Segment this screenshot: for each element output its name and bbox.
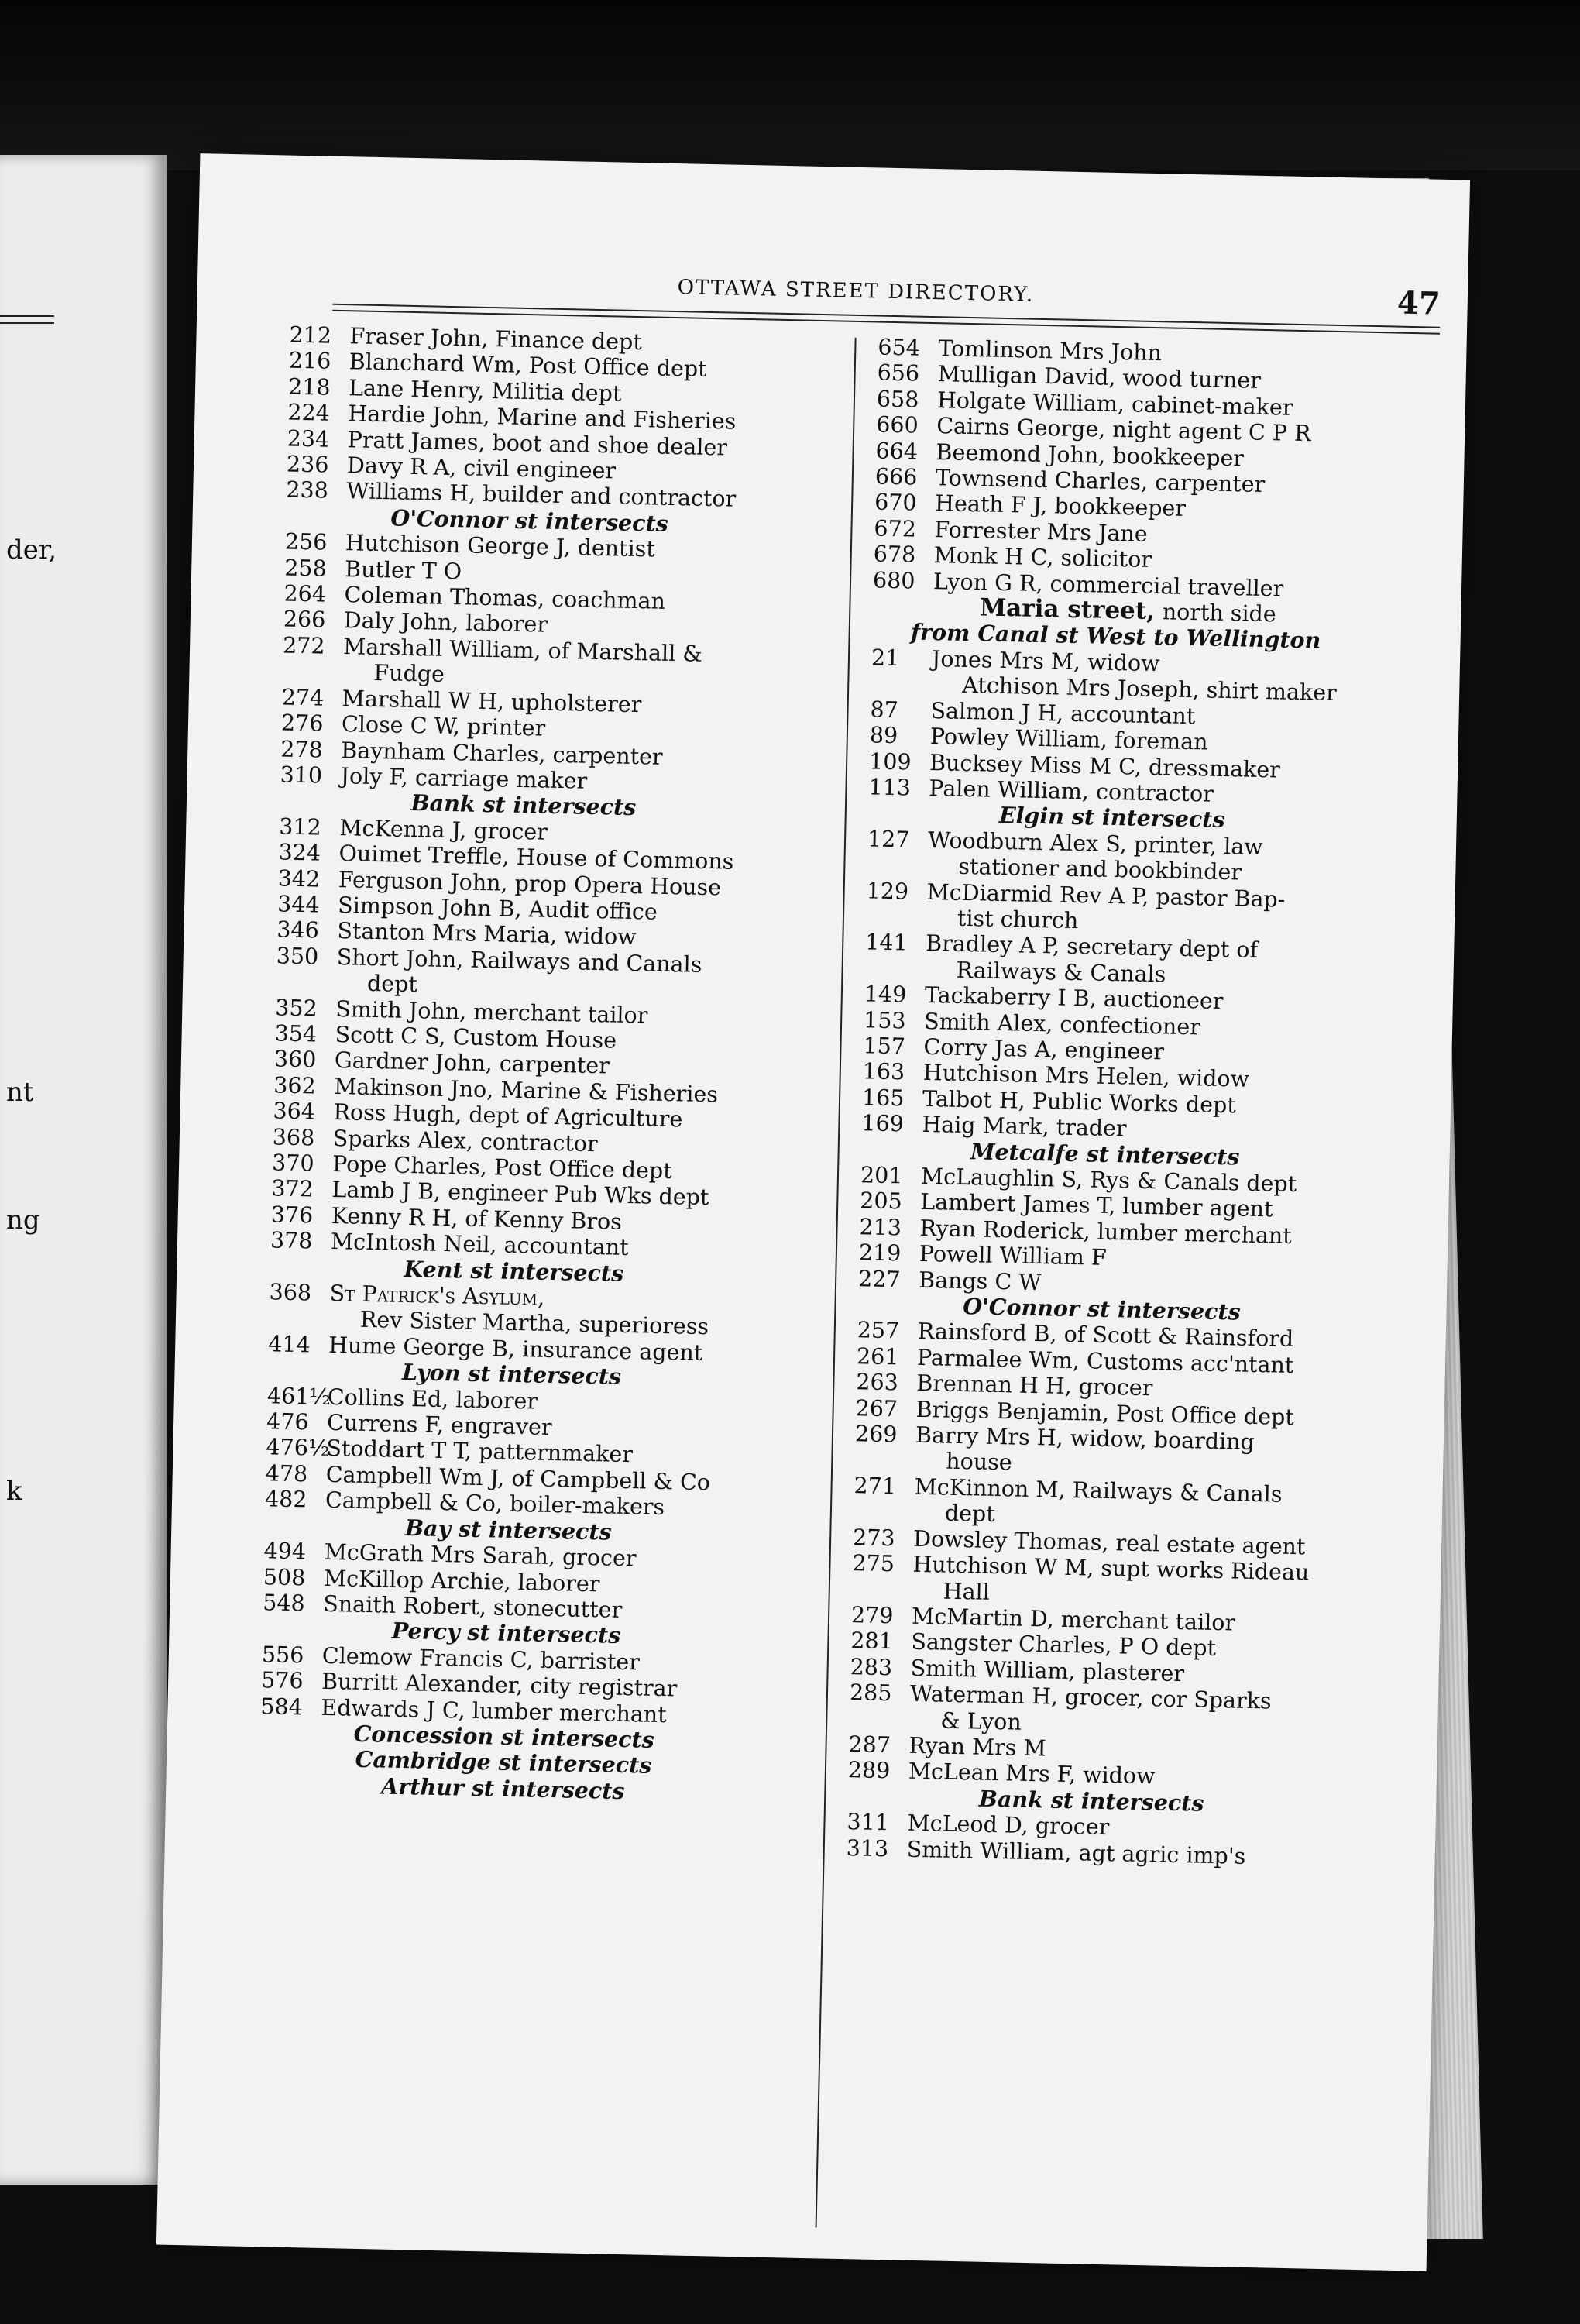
house-number: 264 bbox=[283, 580, 327, 607]
house-number: 370 bbox=[271, 1150, 314, 1177]
house-number: 666 bbox=[874, 463, 918, 490]
resident-name: McKillop Archie, laborer bbox=[323, 1565, 600, 1597]
house-number: 476 bbox=[266, 1408, 309, 1435]
resident-name: Lambert James T, lumber agent bbox=[919, 1189, 1273, 1222]
house-number: 236 bbox=[286, 451, 329, 478]
right-column bbox=[846, 335, 1420, 1872]
left-page-text: der, bbox=[6, 535, 57, 566]
resident-name: Scott C S, Custom House bbox=[335, 1021, 617, 1054]
house-number: 324 bbox=[278, 839, 321, 866]
resident-name: Hutchison Mrs Helen, widow bbox=[922, 1060, 1250, 1093]
cross-street-heading: Bay st intersects bbox=[404, 1514, 613, 1545]
house-number: 368 bbox=[272, 1123, 315, 1151]
resident-name: Ryan Mrs M bbox=[908, 1732, 1047, 1762]
resident-name: Jones Mrs M, widow bbox=[931, 645, 1160, 677]
house-number: 21 bbox=[871, 645, 900, 672]
house-number: 342 bbox=[277, 865, 321, 892]
house-number: 656 bbox=[877, 359, 920, 387]
house-number: 680 bbox=[872, 567, 915, 594]
resident-name: Powell William F bbox=[919, 1241, 1108, 1271]
entry-text: & Lyon bbox=[939, 1707, 1022, 1735]
house-number-blank bbox=[867, 851, 928, 878]
house-number: 127 bbox=[867, 826, 910, 853]
house-number: 482 bbox=[264, 1486, 307, 1513]
resident-name: Snaith Robert, stonecutter bbox=[322, 1590, 623, 1623]
resident-name: McLaughlin S, Rys & Canals dept bbox=[920, 1163, 1297, 1198]
house-number: 149 bbox=[864, 981, 907, 1008]
house-number: 672 bbox=[874, 515, 917, 542]
resident-name: Holgate William, cabinet-maker bbox=[936, 387, 1293, 421]
house-number: 163 bbox=[862, 1058, 905, 1085]
house-number: 368 bbox=[269, 1279, 312, 1306]
house-number: 257 bbox=[857, 1317, 900, 1344]
cross-street-heading: Percy st intersects bbox=[391, 1618, 621, 1649]
resident-name: Powley William, foreman bbox=[929, 724, 1208, 755]
resident-name: Heath F J, bookkeeper bbox=[934, 490, 1187, 522]
house-number: 283 bbox=[850, 1653, 893, 1680]
resident-name: Smith William, agt agric imp's bbox=[906, 1836, 1246, 1869]
entry-text: Railways & Canals bbox=[956, 957, 1166, 988]
cross-street-heading: O'Connor st intersects bbox=[962, 1293, 1241, 1325]
house-number: 279 bbox=[850, 1602, 894, 1629]
house-number: 287 bbox=[848, 1731, 891, 1758]
house-number: 508 bbox=[263, 1563, 306, 1590]
house-number: 350 bbox=[276, 943, 319, 970]
resident-name: Stoddart T T, patternmaker bbox=[326, 1435, 634, 1468]
house-number: 267 bbox=[855, 1394, 898, 1422]
resident-name: Dowsley Thomas, real estate agent bbox=[912, 1525, 1306, 1560]
resident-name: Collins Ed, laborer bbox=[327, 1384, 538, 1415]
resident-name: Tackaberry I B, auctioneer bbox=[924, 982, 1224, 1015]
house-number: 670 bbox=[874, 489, 917, 517]
entry-text: Fudge bbox=[373, 660, 445, 688]
house-number-blank bbox=[866, 903, 927, 930]
resident-name: Butler T O bbox=[344, 555, 462, 584]
resident-name: Coleman Thomas, coachman bbox=[344, 582, 666, 614]
left-column bbox=[259, 322, 832, 1808]
resident-name: McMartin D, merchant tailor bbox=[911, 1603, 1236, 1636]
house-number: 165 bbox=[861, 1085, 905, 1112]
house-number-blank bbox=[854, 1447, 915, 1474]
resident-name: Talbot H, Public Works dept bbox=[922, 1085, 1237, 1119]
resident-name: Ouimet Treffle, House of Commons bbox=[338, 841, 734, 875]
resident-name: Daly John, laborer bbox=[343, 607, 548, 638]
house-number-blank bbox=[282, 658, 343, 686]
house-number-blank bbox=[269, 1305, 330, 1332]
house-number: 273 bbox=[852, 1524, 895, 1551]
resident-name: Close C W, printer bbox=[341, 711, 546, 741]
resident-name: Haig Mark, trader bbox=[922, 1112, 1127, 1142]
resident-name: Edwards J C, lumber merchant bbox=[321, 1694, 668, 1728]
house-number: 261 bbox=[856, 1343, 899, 1370]
resident-name: Gardner John, carpenter bbox=[334, 1047, 610, 1079]
resident-name: Stanton Mrs Maria, widow bbox=[337, 918, 637, 951]
resident-name: Briggs Benjamin, Post Office dept bbox=[915, 1396, 1295, 1430]
resident-name: Pope Charles, Post Office dept bbox=[331, 1150, 673, 1184]
house-number: 312 bbox=[278, 813, 322, 841]
house-number: 263 bbox=[856, 1369, 899, 1396]
resident-name: Williams H, builder and contractor bbox=[346, 478, 737, 513]
resident-name: Bangs C W bbox=[918, 1267, 1042, 1295]
resident-name: Joly F, carriage maker bbox=[340, 763, 588, 794]
house-number: 364 bbox=[273, 1098, 316, 1125]
resident-name: Blanchard Wm, Post Office dept bbox=[349, 349, 707, 383]
resident-name: Baynham Charles, carpenter bbox=[341, 737, 663, 770]
house-number-blank bbox=[854, 1498, 915, 1525]
cross-street-heading: Kent st intersects bbox=[404, 1255, 624, 1287]
resident-name: Mulligan David, wood turner bbox=[937, 361, 1262, 394]
house-number: 219 bbox=[858, 1239, 902, 1267]
resident-name: Hutchison W M, supt works Rideau bbox=[912, 1551, 1310, 1586]
house-number: 556 bbox=[261, 1641, 304, 1669]
resident-name: Bradley A P, secretary dept of bbox=[925, 930, 1259, 964]
resident-name: Short John, Railways and Canals bbox=[336, 944, 702, 978]
entry-text: dept bbox=[366, 971, 418, 998]
street-name: Maria street, bbox=[979, 593, 1156, 626]
house-number: 109 bbox=[868, 748, 912, 775]
resident-name: Clemow Francis C, barrister bbox=[321, 1642, 641, 1676]
resident-name: Palen William, contractor bbox=[929, 775, 1214, 807]
left-page-text: k bbox=[6, 1476, 22, 1507]
resident-name: Lyon G R, commercial traveller bbox=[933, 568, 1284, 602]
resident-name: Lamb J B, engineer Pub Wks dept bbox=[331, 1177, 709, 1211]
resident-name: Burritt Alexander, city registrar bbox=[321, 1668, 678, 1702]
resident-name: Smith John, merchant tailor bbox=[335, 995, 648, 1029]
resident-name: McLean Mrs F, widow bbox=[908, 1758, 1156, 1789]
resident-name: Brennan H H, grocer bbox=[916, 1370, 1153, 1401]
house-number: 360 bbox=[273, 1046, 317, 1073]
entry-text: stationer and bookbinder bbox=[958, 853, 1242, 885]
resident-name: Hutchison George J, dentist bbox=[345, 530, 656, 562]
resident-name: Townsend Charles, carpenter bbox=[935, 465, 1266, 498]
house-number: 213 bbox=[859, 1214, 902, 1241]
resident-name: Fraser John, Finance dept bbox=[349, 323, 643, 356]
resident-name: Marshall William, of Marshall & bbox=[342, 634, 703, 667]
house-number: 275 bbox=[852, 1550, 895, 1577]
resident-name: Ryan Roderick, lumber merchant bbox=[919, 1215, 1293, 1249]
house-number: 310 bbox=[280, 761, 323, 789]
house-number: 256 bbox=[284, 528, 328, 555]
house-number-blank bbox=[871, 671, 932, 698]
entry-text: Rev Sister Martha, superioress bbox=[359, 1307, 709, 1340]
entry-text: Hall bbox=[943, 1578, 991, 1605]
house-number: 354 bbox=[274, 1020, 318, 1047]
house-number: 352 bbox=[275, 994, 318, 1022]
resident-name: McKinnon M, Railways & Canals bbox=[914, 1473, 1283, 1508]
house-number-blank bbox=[276, 969, 337, 996]
house-number: 346 bbox=[276, 916, 320, 944]
house-number: 227 bbox=[857, 1265, 901, 1292]
house-number: 584 bbox=[260, 1693, 304, 1720]
house-number: 278 bbox=[280, 735, 324, 763]
resident-name: Smith William, plasterer bbox=[910, 1655, 1185, 1686]
resident-name: Lane Henry, Militia dept bbox=[348, 375, 622, 407]
entry-text: house bbox=[945, 1449, 1013, 1476]
resident-name: McDiarmid Rev A P, pastor Bap- bbox=[926, 878, 1286, 913]
left-page-rule bbox=[0, 315, 54, 324]
house-number: 461½ bbox=[266, 1382, 331, 1410]
house-number: 344 bbox=[276, 891, 320, 918]
resident-name: Ferguson John, prop Opera House bbox=[338, 866, 722, 900]
running-title: OTTAWA STREET DIRECTORY. bbox=[677, 276, 1035, 307]
resident-name: Monk H C, solicitor bbox=[933, 542, 1152, 573]
house-number: 658 bbox=[876, 386, 919, 413]
house-number: 478 bbox=[265, 1460, 308, 1487]
house-number: 274 bbox=[281, 684, 325, 711]
house-number: 311 bbox=[847, 1809, 890, 1836]
resident-name: McLeod D, grocer bbox=[907, 1810, 1110, 1841]
house-number: 285 bbox=[849, 1679, 892, 1707]
resident-name: McGrath Mrs Sarah, grocer bbox=[324, 1538, 637, 1572]
resident-name: Waterman H, grocer, cor Sparks bbox=[909, 1680, 1272, 1714]
cross-street-heading: Metcalfe st intersects bbox=[970, 1137, 1240, 1171]
resident-name: Corry Jas A, engineer bbox=[923, 1033, 1165, 1065]
house-number: 258 bbox=[283, 555, 328, 582]
house-number: 153 bbox=[863, 1006, 906, 1034]
resident-name: Marshall W H, upholsterer bbox=[342, 685, 642, 717]
house-number-blank bbox=[864, 955, 926, 982]
cross-street-heading: Bank st intersects bbox=[978, 1785, 1204, 1817]
resident-name: Salmon J H, accountant bbox=[930, 697, 1196, 729]
house-number: 654 bbox=[878, 334, 921, 361]
house-number: 238 bbox=[286, 476, 329, 504]
house-number: 362 bbox=[273, 1072, 317, 1099]
directory-page bbox=[156, 153, 1470, 2271]
house-number: 218 bbox=[287, 373, 331, 401]
resident-name: Bucksey Miss M C, dressmaker bbox=[929, 749, 1281, 782]
resident-name: Woodburn Alex S, printer, law bbox=[927, 827, 1264, 860]
cross-street-heading: Bank st intersects bbox=[410, 789, 637, 821]
cross-street-heading: from Canal st West to Wellington bbox=[910, 618, 1321, 655]
entry-text: dept bbox=[944, 1500, 996, 1528]
house-number: 272 bbox=[282, 632, 325, 659]
resident-name: Smith Alex, confectioner bbox=[923, 1008, 1201, 1040]
house-number: 234 bbox=[287, 425, 330, 452]
resident-name: Tomlinson Mrs John bbox=[938, 335, 1163, 366]
resident-name: Beemond John, bookkeeper bbox=[936, 438, 1245, 472]
house-number: 205 bbox=[859, 1188, 903, 1215]
house-number: 494 bbox=[263, 1538, 307, 1565]
background-dark bbox=[0, 0, 1580, 170]
house-number: 414 bbox=[267, 1331, 311, 1358]
house-number: 289 bbox=[847, 1757, 891, 1784]
left-page-text: ng bbox=[6, 1205, 40, 1236]
cross-street-heading: Concession st intersects bbox=[353, 1720, 655, 1753]
resident-name: Sparks Alex, contractor bbox=[332, 1125, 598, 1157]
house-number: 313 bbox=[846, 1834, 889, 1862]
resident-name: Campbell & Co, boiler-makers bbox=[325, 1487, 665, 1521]
house-number: 89 bbox=[869, 722, 898, 749]
house-number: 576 bbox=[260, 1667, 304, 1694]
cross-street-heading: Elgin st intersects bbox=[998, 802, 1225, 834]
street-side: north side bbox=[1162, 599, 1277, 627]
house-number: 660 bbox=[875, 411, 919, 438]
left-page-fragment bbox=[0, 155, 167, 2185]
resident-name: Hume George B, insurance agent bbox=[328, 1332, 703, 1366]
house-number: 129 bbox=[866, 877, 909, 905]
resident-name: Hardie John, Marine and Fisheries bbox=[348, 401, 737, 435]
resident-name: McIntosh Neil, accountant bbox=[330, 1229, 629, 1261]
house-number: 212 bbox=[289, 321, 332, 349]
house-number: 276 bbox=[280, 710, 324, 737]
entry-text: Atchison Mrs Joseph, shirt maker bbox=[961, 672, 1337, 706]
resident-name: Barry Mrs H, widow, boarding bbox=[915, 1422, 1255, 1456]
house-number: 113 bbox=[868, 774, 912, 801]
resident-name: McKenna J, grocer bbox=[338, 814, 548, 845]
house-number-blank bbox=[849, 1706, 910, 1733]
resident-name: Pratt James, boot and shoe dealer bbox=[347, 426, 728, 461]
house-number: 378 bbox=[270, 1227, 313, 1254]
resident-name: Cairns George, night agent C P R bbox=[936, 413, 1311, 447]
house-number: 269 bbox=[854, 1421, 898, 1448]
house-number: 224 bbox=[287, 399, 331, 426]
page-number: 47 bbox=[1396, 284, 1441, 322]
resident-name: St Patrick's Asylum, bbox=[329, 1280, 545, 1311]
house-number: 376 bbox=[270, 1202, 314, 1229]
resident-name: Ross Hugh, dept of Agriculture bbox=[333, 1099, 683, 1133]
resident-name: Currens F, engraver bbox=[326, 1409, 552, 1441]
cross-street-heading: O'Connor st intersects bbox=[390, 504, 669, 537]
resident-name: Campbell Wm J, of Campbell & Co bbox=[325, 1461, 711, 1496]
resident-name: Forrester Mrs Jane bbox=[934, 516, 1149, 547]
resident-name: Kenny R H, of Kenny Bros bbox=[331, 1202, 623, 1235]
resident-name: Parmalee Wm, Customs acc'ntant bbox=[916, 1344, 1294, 1378]
house-number: 372 bbox=[271, 1175, 314, 1202]
house-number-blank bbox=[851, 1576, 912, 1604]
house-number: 548 bbox=[262, 1590, 306, 1617]
house-number: 169 bbox=[861, 1110, 905, 1137]
house-number: 87 bbox=[870, 696, 899, 723]
resident-name: Simpson John B, Audit office bbox=[337, 892, 658, 925]
house-number: 664 bbox=[875, 438, 919, 465]
resident-name: Makinson Jno, Marine & Fisheries bbox=[333, 1073, 719, 1108]
house-number: 141 bbox=[864, 929, 908, 956]
house-number: 157 bbox=[863, 1033, 906, 1060]
left-page-text: nt bbox=[6, 1077, 34, 1108]
cross-street-heading: Arthur st intersects bbox=[380, 1772, 625, 1804]
house-number: 476½ bbox=[266, 1434, 330, 1462]
house-number: 201 bbox=[860, 1162, 903, 1189]
house-number: 281 bbox=[850, 1628, 894, 1655]
house-number: 266 bbox=[283, 606, 326, 634]
house-number: 216 bbox=[288, 347, 331, 375]
cross-street-heading: Cambridge st intersects bbox=[355, 1746, 652, 1779]
entry-text: tist church bbox=[957, 905, 1079, 934]
resident-name: Sangster Charles, P O dept bbox=[911, 1629, 1217, 1662]
cross-street-heading: Lyon st intersects bbox=[401, 1359, 622, 1391]
resident-name: Rainsford B, of Scott & Rainsford bbox=[917, 1318, 1294, 1353]
resident-name: Davy R A, civil engineer bbox=[346, 452, 617, 484]
house-number: 271 bbox=[854, 1473, 897, 1500]
house-number: 678 bbox=[873, 541, 916, 568]
